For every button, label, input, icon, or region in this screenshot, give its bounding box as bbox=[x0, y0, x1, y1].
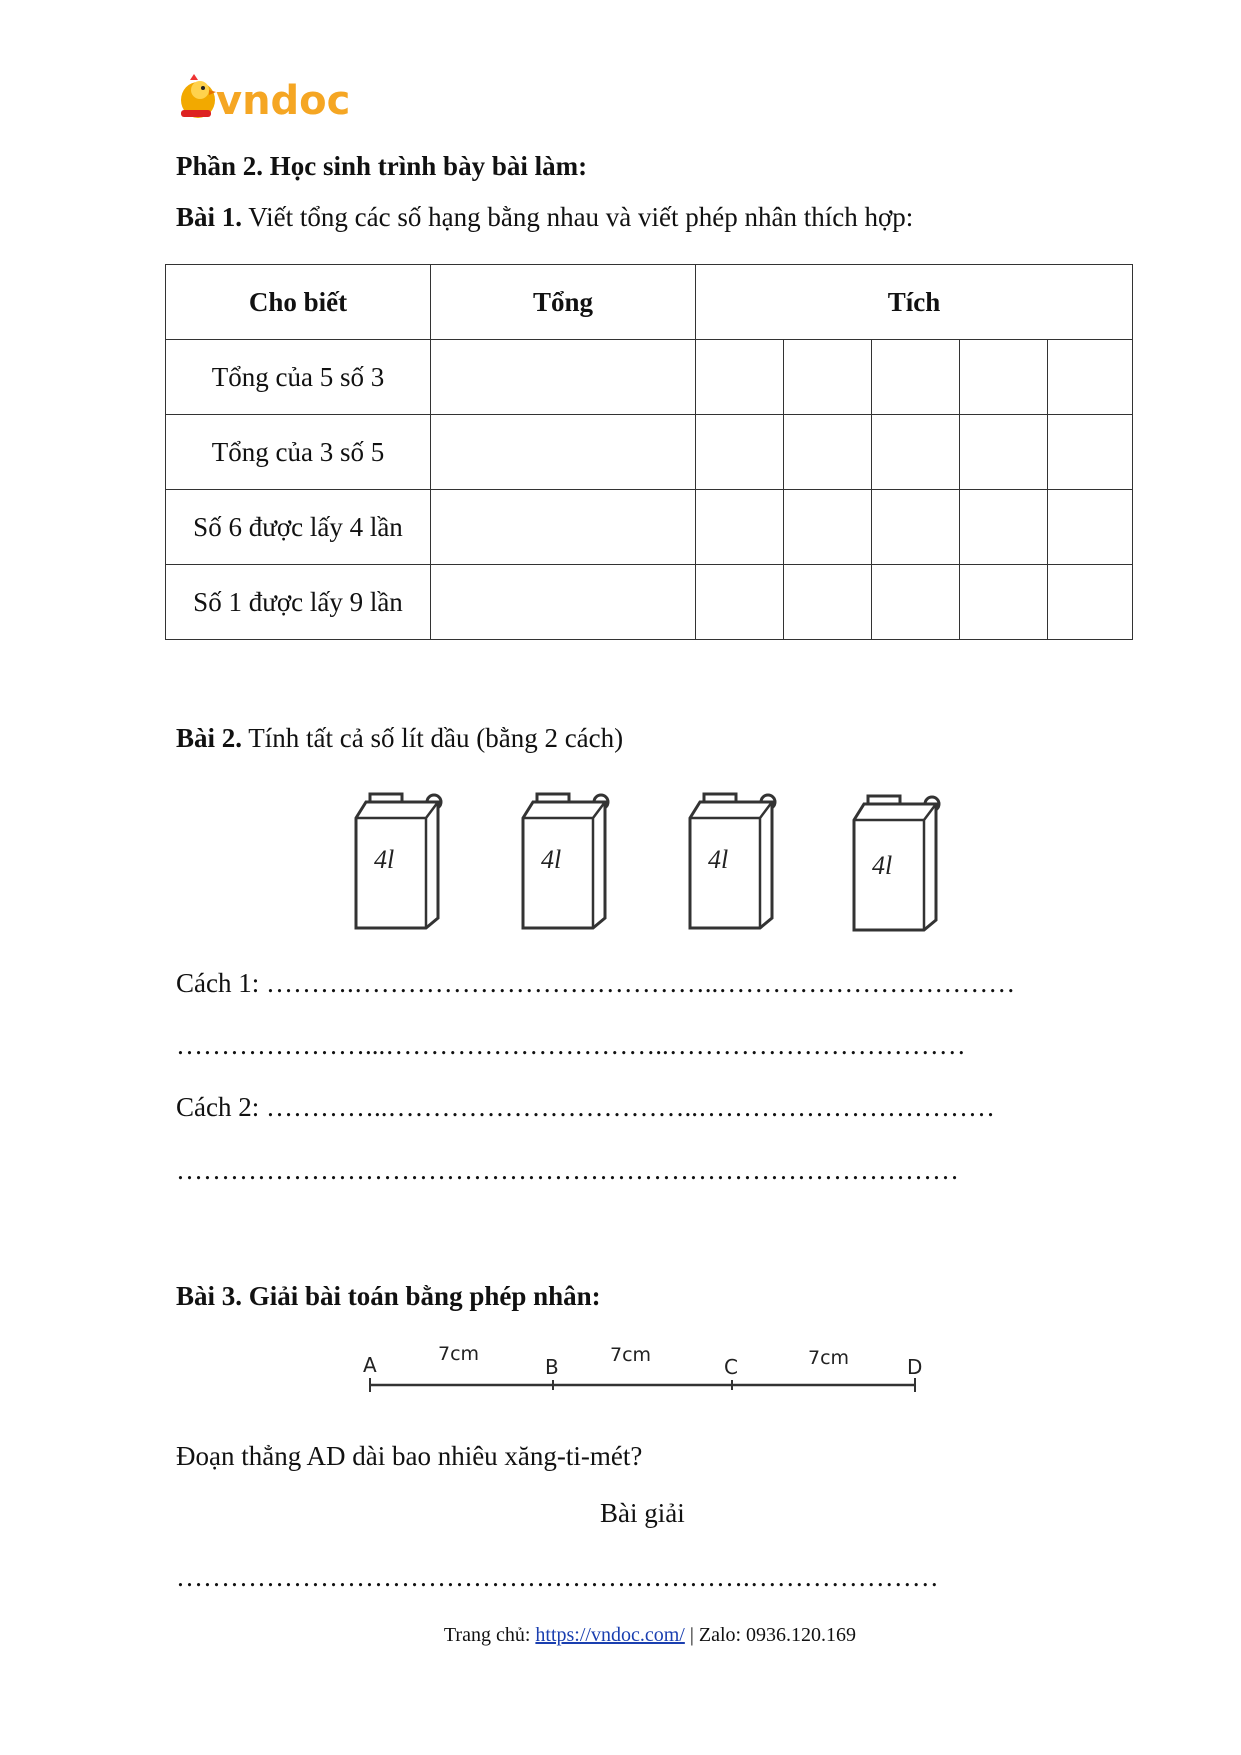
bai3-text: . Giải bài toán bằng phép nhân: bbox=[235, 1281, 601, 1311]
can-label: 4l bbox=[708, 845, 729, 874]
product-cell[interactable] bbox=[872, 565, 960, 640]
table-row bbox=[166, 415, 1133, 490]
sum-cell[interactable] bbox=[431, 415, 696, 490]
product-cell[interactable] bbox=[1048, 415, 1133, 490]
header-tong: Tổng bbox=[431, 265, 696, 340]
product-cell[interactable] bbox=[960, 340, 1048, 415]
product-cell[interactable] bbox=[960, 565, 1048, 640]
product-cell[interactable] bbox=[784, 490, 872, 565]
cach1-label: Cách 1: bbox=[176, 968, 266, 998]
bai3-question: Đoạn thẳng AD dài bao nhiêu xăng-ti-mét? bbox=[176, 1441, 643, 1471]
answer-line[interactable]: ……………………………………………………….………………… bbox=[176, 1562, 939, 1592]
svg-text:vndoc: vndoc bbox=[216, 78, 351, 124]
product-cell[interactable] bbox=[784, 340, 872, 415]
product-cell[interactable] bbox=[696, 415, 784, 490]
product-cell[interactable] bbox=[696, 340, 784, 415]
vndoc-logo[interactable] bbox=[176, 72, 386, 124]
point-c: C bbox=[724, 1355, 738, 1379]
product-cell[interactable] bbox=[696, 565, 784, 640]
product-cell[interactable] bbox=[960, 490, 1048, 565]
bai1-label: Bài 1. bbox=[176, 202, 243, 232]
answer-dots: ……….…………………………………..…………………………… bbox=[265, 968, 1016, 998]
row-given: Tổng của 3 số 5 bbox=[166, 415, 431, 490]
table-row bbox=[166, 340, 1133, 415]
row-given: Số 6 được lấy 4 lần bbox=[166, 490, 431, 565]
product-cell[interactable] bbox=[872, 340, 960, 415]
table-row bbox=[166, 490, 1133, 565]
homepage-link[interactable]: https://vndoc.com/ bbox=[535, 1624, 685, 1646]
sum-cell[interactable] bbox=[431, 490, 696, 565]
product-cell[interactable] bbox=[872, 415, 960, 490]
oil-can-icon bbox=[686, 790, 782, 930]
sum-cell[interactable] bbox=[431, 565, 696, 640]
cach1-line[interactable] bbox=[176, 968, 1106, 999]
bai3-label: Bài 3 bbox=[176, 1281, 236, 1311]
product-cell[interactable] bbox=[784, 565, 872, 640]
row-given: Tổng của 5 số 3 bbox=[166, 340, 431, 415]
oil-can-icon bbox=[519, 790, 615, 930]
cach2-label: Cách 2: bbox=[176, 1092, 266, 1122]
product-cell[interactable] bbox=[1048, 490, 1133, 565]
bai2-label: Bài 2. bbox=[176, 723, 243, 753]
can-label: 4l bbox=[541, 845, 562, 874]
header-tich: Tích bbox=[696, 265, 1133, 340]
table-header-row bbox=[166, 265, 1133, 340]
product-cell[interactable] bbox=[696, 490, 784, 565]
answer-dots: …………..……………………………..…………………………… bbox=[265, 1092, 995, 1122]
chicken-mascot-icon bbox=[176, 72, 386, 124]
product-cell[interactable] bbox=[872, 490, 960, 565]
segment-length: 7cm bbox=[808, 1347, 850, 1369]
solution-title: Bài giải bbox=[600, 1498, 685, 1528]
product-cell[interactable] bbox=[960, 415, 1048, 490]
segment-length: 7cm bbox=[610, 1344, 652, 1366]
bai1-text: Viết tổng các số hạng bằng nhau và viết phép nhân thích hợp: bbox=[242, 202, 914, 232]
footer-prefix: Trang chủ: bbox=[443, 1624, 536, 1646]
footer-suffix: | Zalo: 0936.120.169 bbox=[684, 1624, 857, 1646]
section-title: Phần 2. Học sinh trình bày bài làm: bbox=[176, 151, 588, 181]
header-cho-biet: Cho biết bbox=[166, 265, 431, 340]
multiplication-table bbox=[165, 264, 1133, 640]
row-given: Số 1 được lấy 9 lần bbox=[166, 565, 431, 640]
oil-can-icon bbox=[850, 792, 946, 932]
product-cell[interactable] bbox=[1048, 565, 1133, 640]
can-label: 4l bbox=[374, 845, 395, 874]
segment-length: 7cm bbox=[438, 1343, 480, 1365]
point-b: B bbox=[545, 1355, 559, 1379]
page-footer bbox=[0, 1624, 1241, 1647]
line-segment-diagram bbox=[360, 1340, 940, 1400]
point-d: D bbox=[907, 1355, 923, 1379]
sum-cell[interactable] bbox=[431, 340, 696, 415]
product-cell[interactable] bbox=[1048, 340, 1133, 415]
bai3-prompt bbox=[176, 1280, 601, 1312]
product-cell[interactable] bbox=[784, 415, 872, 490]
cach2-line[interactable] bbox=[176, 1092, 1106, 1123]
oil-can-icon bbox=[352, 790, 448, 930]
can-label: 4l bbox=[872, 851, 893, 880]
bai1-prompt bbox=[176, 201, 913, 233]
point-a: A bbox=[363, 1353, 377, 1377]
bai2-text: Tính tất cả số lít dầu (bằng 2 cách) bbox=[242, 723, 624, 753]
table-row bbox=[166, 565, 1133, 640]
answer-line[interactable]: …………………………………………………………………………… bbox=[176, 1155, 959, 1185]
bai2-prompt bbox=[176, 722, 623, 754]
answer-line[interactable]: …………………...…………………………..…………………………… bbox=[176, 1030, 966, 1060]
